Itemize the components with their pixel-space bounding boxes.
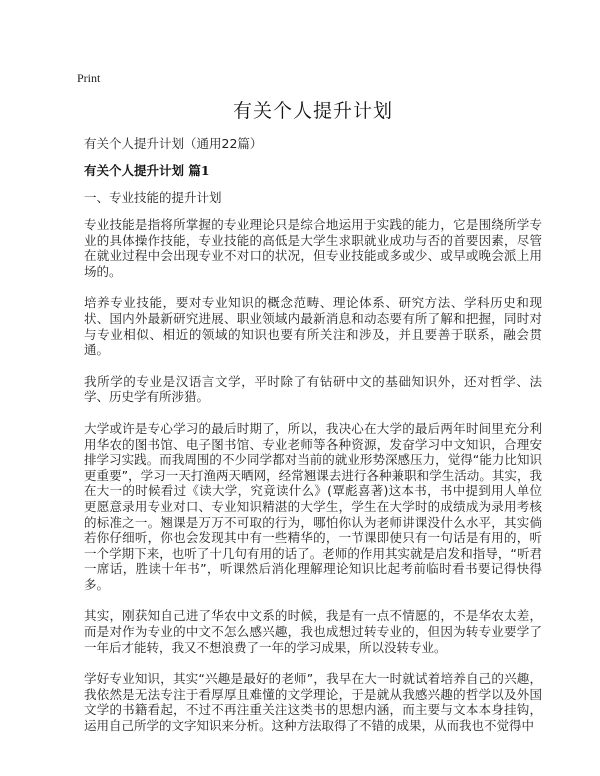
paragraph-5: 其实，刚获知自己进了华农中文系的时候，我是有一点不情愿的，不是华农太差，而是对作为专业的中文不怎么感兴趣，我也成想过转专业的，但因为转专业要学了一年后才能转，我又不想浪费了一年的学习成果，所以没转专业。: [84, 608, 542, 655]
paragraph-6: 学好专业知识，其实“兴趣是最好的老师”，我早在大一时就试着培养自己的兴趣，我依然是无法专注于看厚厚且难懂的文学理论，于是就从我感兴趣的哲学以及外国文学的书籍看起，不过不再注重关注这类书的思想内涵，而主要与文本本身挂钩，运用自己所学的文字知识来分析。这种方法取得了不错的成果，从而我也不觉得中: [84, 671, 542, 734]
paragraph-4: 大学或许是专心学习的最后时期了，所以，我决心在大学的最后两年时间里充分利用华农的图书馆、电子图书馆、专业老师等各种资源，发奋学习中文知识，合理安排学习实践。而我周围的不少同学都对当前的就业形势深感压力，觉得“能力比知识更重要”，学习一天打渔两天晒网，经常翘课去进行各种兼职和学生活动。其实，我在大一的时候看过《读大学，究竟读什么》(覃彪喜著)这本书，书中提到用人单位更愿意录用专业对口、专业知识精湛的大学生，学生在大学时的成绩成为录用考核的标准之一。翘课是万万不可取的行为，哪怕你认为老师讲课没什么水平，其实倘若你仔细听，你也会发现其中有一些精华的，一节课即使只有一句话是有用的，听一个学期下来，也听了十几句有用的话了。老师的作用其实就是启发和指导，“听君一席话，胜读十年书”，听课然后消化理解理论知识比起考前临时看书要记得快得多。: [84, 420, 542, 592]
document-page: [77, 70, 542, 734]
print-label: Print: [77, 71, 101, 85]
paragraph-1: 专业技能是指将所掌握的专业理论只是综合地运用于实践的能力，它是围绕所学专业的具体操作技能，专业技能的高低是大学生求职就业成功与否的首要因素，尽管在就业过程中会出现专业不对口的状况，但专业技能或多或少、或早或晚会派上用场的。: [84, 217, 542, 279]
document-subtitle: 有关个人提升计划（通用22篇）: [84, 136, 263, 151]
paragraph-2: 培养专业技能，要对专业知识的概念范畴、理论体系、研究方法、学科历史和现状、国内外最新研究进展、职业领域内最新消息和动态要有所了解和把握，同时对与专业相似、相近的领域的知识也要有所关注和涉及，并且要善于联系，融会贯通。: [84, 295, 542, 358]
sub-heading: 一、专业技能的提升计划: [84, 190, 222, 205]
paragraph-3: 我所学的专业是汉语言文学，平时除了有钻研中文的基础知识外，还对哲学、法学、历史学有所涉猎。: [84, 373, 542, 405]
section-heading: 有关个人提升计划 篇1: [84, 163, 210, 178]
document-title: 有关个人提升计划: [232, 100, 393, 122]
